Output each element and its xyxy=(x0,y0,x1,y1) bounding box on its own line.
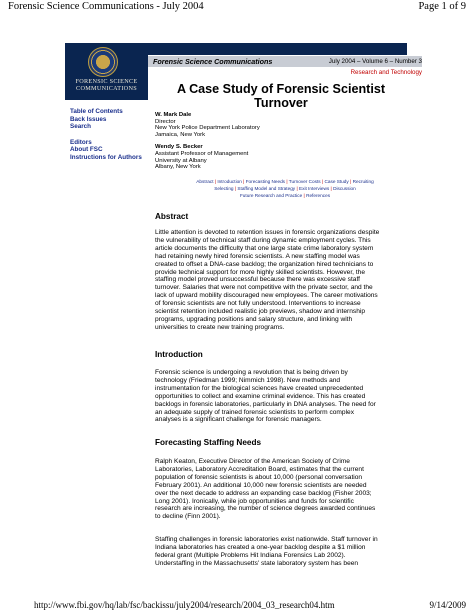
sidebar-link-search[interactable]: Search xyxy=(70,123,92,131)
print-footer-url: http://www.fbi.gov/hq/lab/fsc/backissu/july2004/research/2004_03_research04.htm xyxy=(34,600,335,610)
toc-link-future-research[interactable]: Future Research and Practice xyxy=(239,193,303,198)
forecasting-paragraph-1: Ralph Keaton, Executive Director of the American Society of Crime Laboratories, Laboratory Accreditation Board, estimates that the current population of forensic scientists is about 10,000 (personal conversation February 2001). An additional 10,000 new forensic scientists are needed over the next decade to address an expanding case backlog (Fisher 2003; Long 2001). Ironically, while job opportunities and funds for scientific research are increasing, the number of science degrees awarded continues to decline (Finn 2001). xyxy=(155,458,376,521)
toc-link-abstract[interactable]: Abstract xyxy=(196,179,214,184)
section-links-row: Abstract | Introduction | Forecasting Needs | Turnover Costs | Case Study | Recruiting xyxy=(196,179,374,184)
author-1-name: W. Mark Dale xyxy=(155,112,192,118)
introduction-paragraph: Forensic science is undergoing a revolution that is being driven by technology (Friedman 1999; Nimmich 1998). New methods and instrumentation for the biological sciences have created unprecedented opportunities to collect and examine criminal evidence. This has created backlogs in forensic laboratories, particularly in DNA analyses. The need for an adequate supply of trained forensic scientists to perform complex analyses is a significant challenge for forensic managers. xyxy=(155,369,376,424)
sidebar-link-editors[interactable]: Editors xyxy=(70,138,92,146)
author-1-line: Jamaica, New York xyxy=(155,131,206,138)
article-title-line-2: Turnover xyxy=(254,96,308,110)
toc-link-recruiting[interactable]: Recruiting xyxy=(352,179,374,184)
toc-link-discussion[interactable]: Discussion xyxy=(333,186,356,191)
author-2-line: Assistant Professor of Management xyxy=(155,150,249,157)
sidebar-nav xyxy=(70,108,142,162)
forecasting-paragraph-2: Staffing challenges in forensic laboratories exist nationwide. Staff turnover in Indiana laboratories has created a one-year backlog despite a $1 million federal grant (Multiple Problems Hit Indiana Forensics Lab 2002). Understaffing in the Massachusetts' state laboratory system has been xyxy=(155,536,378,567)
fbi-seal-icon xyxy=(88,47,118,77)
toc-link-exit-interviews[interactable]: Exit Interviews xyxy=(299,186,330,191)
toc-link-selecting[interactable]: Selecting xyxy=(214,186,234,191)
abstract-heading: Abstract xyxy=(155,212,189,221)
sidebar-link-table-of-contents[interactable]: Table of Contents xyxy=(70,108,123,115)
print-header-page: Page 1 of 9 xyxy=(418,1,466,12)
article-title xyxy=(150,82,412,110)
author-1-line: Director xyxy=(155,118,176,125)
sidebar-link-instructions[interactable]: Instructions for Authors xyxy=(70,153,142,161)
magazine-title: Forensic Science Communications xyxy=(153,57,273,66)
article-title-line-1: A Case Study of Forensic Scientist xyxy=(176,82,386,96)
section-links-row: Selecting | Staffing Model and Strategy | Exit Interviews | Discussion xyxy=(214,186,356,191)
sidebar-link-back-issues[interactable]: Back Issues xyxy=(70,115,107,123)
print-header-title: Forensic Science Communications - July 2004 xyxy=(8,1,204,12)
introduction-heading: Introduction xyxy=(155,350,203,359)
sidebar-link-about-fsc[interactable]: About FSC xyxy=(70,146,103,154)
toc-link-case-study[interactable]: Case Study xyxy=(324,179,349,184)
forecasting-heading: Forecasting Staffing Needs xyxy=(155,438,262,447)
masthead-bar-cap xyxy=(396,43,407,50)
section-links xyxy=(160,178,410,199)
logo-line-1: FORENSIC SCIENCE xyxy=(75,78,138,85)
author-2-name: Wendy S. Becker xyxy=(155,144,203,151)
toc-link-turnover-costs[interactable]: Turnover Costs xyxy=(288,179,321,184)
section-label: Research and Technology xyxy=(350,69,422,76)
issue-info: July 2004 – Volume 6 – Number 3 xyxy=(328,57,422,65)
toc-link-forecasting-needs[interactable]: Forecasting Needs xyxy=(245,179,286,184)
toc-link-introduction[interactable]: Introduction xyxy=(217,179,242,184)
toc-link-references[interactable]: References xyxy=(306,193,331,198)
print-footer-date: 9/14/2009 xyxy=(429,600,466,610)
abstract-paragraph: Little attention is devoted to retention issues in forensic organizations despite the vulnerability of technical staff during dynamic employment cycles. This article documents the difficulty that one large state crime laboratory system had retaining newly hired forensic scientists. A new staffing model was created to offset a DNA-case backlog; the organization hired technicians to provide technical support for more highly skilled scientists. However, the staffing model proved unsuccessful because there was excessive staff turnover. Salaries that were not competitive with the private sector, and the lack of upward mobility discouraged new employees. The career motivations of forensic scientists are not fully understood. Interventions to increase scientist retention included realistic job previews, shadow and internship programs, upgrading positions and salary structure, and linking with universities to create new training programs. xyxy=(155,229,380,331)
masthead-bar xyxy=(148,43,407,55)
author-block xyxy=(155,112,260,171)
toc-link-staffing-model[interactable]: Staffing Model and Strategy xyxy=(237,186,296,191)
section-links-row: Future Research and Practice | References xyxy=(239,193,331,198)
author-1-line: New York Police Department Laboratory xyxy=(155,125,260,132)
author-2-line: Albany, New York xyxy=(155,164,201,171)
logo-line-2: COMMUNICATIONS xyxy=(76,85,137,92)
fsc-logo-block[interactable] xyxy=(65,43,148,100)
author-2-line: University at Albany xyxy=(155,157,207,164)
